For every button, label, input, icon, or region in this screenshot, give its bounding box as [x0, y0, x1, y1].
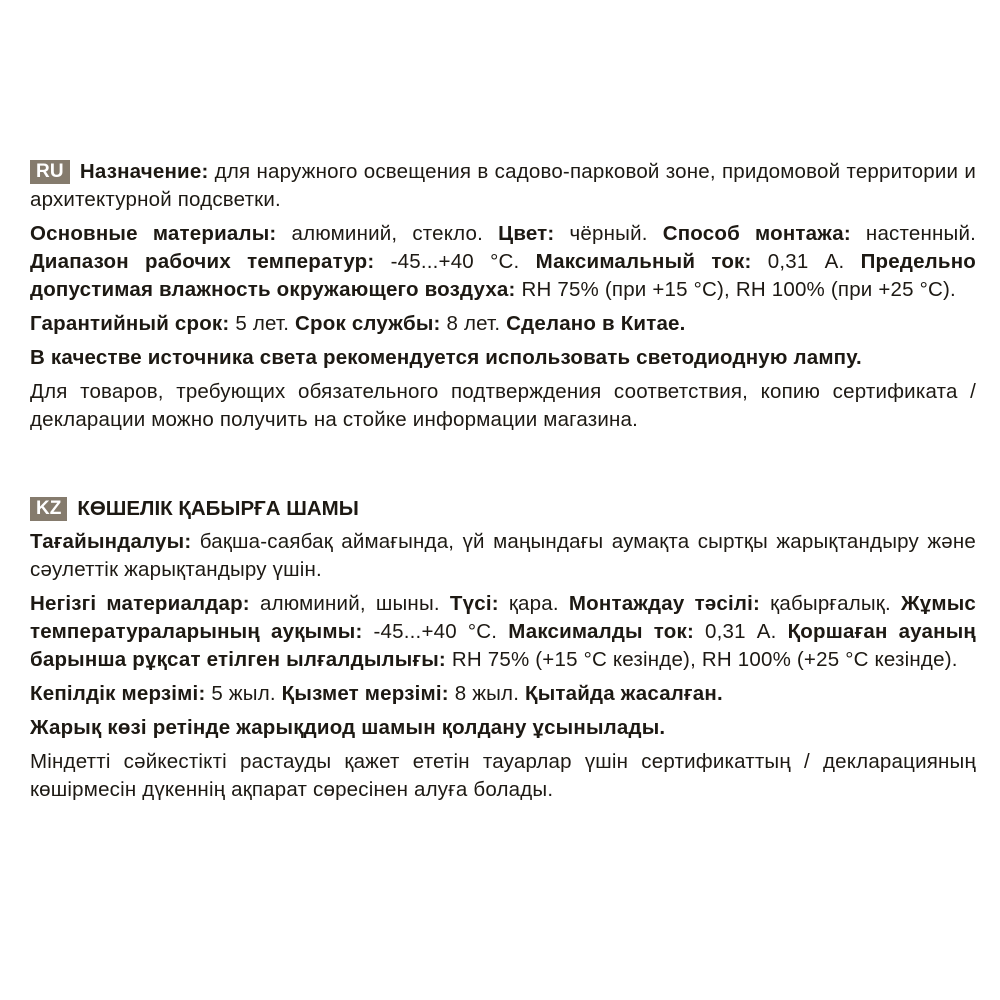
field-label: Қызмет мерзімі:	[281, 682, 449, 705]
ru-paragraph	[30, 158, 976, 214]
field-value: Для товаров, требующих обязательного подтверждения соответствия, копию сертификата / декларации можно получить на стойке информации магазина.	[30, 380, 976, 431]
field-value: қабырғалық.	[760, 592, 901, 615]
field-label: Максимальный ток:	[535, 250, 752, 273]
ru-language-badge: RU	[30, 160, 70, 184]
field-label: Основные материалы:	[30, 222, 277, 245]
kz-paragraph	[30, 714, 976, 742]
field-value: 5 лет.	[229, 312, 296, 335]
field-label: Кепілдік мерзімі:	[30, 682, 206, 705]
ru-paragraph	[30, 220, 976, 304]
field-label: Предельно допустимая влажность окружающего воздуха:	[30, 250, 977, 301]
field-label: Жұмыс температураларының ауқымы:	[30, 592, 977, 643]
kz-paragraph	[30, 748, 976, 804]
field-label: Қытайда жасалған.	[525, 682, 723, 705]
field-label: Негізгі материалдар:	[30, 592, 250, 615]
field-label: Монтаждау тәсілі:	[568, 592, 761, 615]
field-value: для наружного освещения в садово-парковой зоне, придомовой территории и архитектурной подсветки.	[30, 160, 976, 211]
field-value: қара.	[498, 592, 569, 615]
field-label: Жарық көзі ретінде жарықдиод шамын қолдану ұсынылады.	[30, 716, 666, 739]
kz-title-row	[30, 494, 976, 524]
field-label: Назначение:	[79, 160, 209, 183]
field-value: 0,31 А.	[693, 620, 788, 643]
field-value: Міндетті сәйкестікті растауды қажет ететін тауарлар үшін сертификаттың / декларацияның көшірмесін дүкеннің ақпарат сөресінен алуға болады.	[30, 750, 976, 801]
field-value: RH 75% (при +15 °С), RH 100% (при +25 °С).	[515, 278, 956, 301]
kz-paragraph	[30, 680, 976, 708]
field-value: 8 лет.	[440, 312, 507, 335]
field-value: 8 жыл.	[448, 682, 525, 705]
kz-title: КӨШЕЛІК ҚАБЫРҒА ШАМЫ	[77, 497, 359, 520]
russian-section	[30, 158, 976, 440]
field-value: чёрный.	[554, 222, 663, 245]
field-label: Срок службы:	[295, 312, 441, 335]
field-value: алюминий, стекло.	[276, 222, 499, 245]
ru-paragraph	[30, 344, 976, 372]
field-label: Максималды ток:	[508, 620, 694, 643]
field-label: Способ монтажа:	[662, 222, 851, 245]
kz-language-badge: KZ	[30, 497, 67, 521]
ru-paragraph	[30, 378, 976, 434]
field-label: Түсі:	[449, 592, 499, 615]
field-label: Цвет:	[498, 222, 555, 245]
field-label: В качестве источника света рекомендуется использовать светодиодную лампу.	[30, 346, 862, 369]
kazakh-section	[30, 494, 976, 810]
field-value: настенный.	[850, 222, 976, 245]
field-value: 0,31 А.	[751, 250, 861, 273]
kz-paragraph	[30, 590, 976, 674]
field-label: Қоршаған ауаның барынша рұқсат етілген ылғалдылығы:	[30, 620, 976, 671]
field-value: -45...+40 °С.	[362, 620, 509, 643]
kz-paragraph	[30, 528, 976, 584]
field-value: бақша-саябақ аймағында, үй маңындағы аумақта сыртқы жарықтандыру және сәулеттік жарықтандыру үшін.	[30, 530, 976, 581]
field-label: Диапазон рабочих температур:	[30, 250, 375, 273]
field-value: 5 жыл.	[205, 682, 282, 705]
field-label: Сделано в Китае.	[506, 312, 686, 335]
ru-paragraph	[30, 310, 976, 338]
field-label: Гарантийный срок:	[30, 312, 230, 335]
field-value: -45...+40 °С.	[374, 250, 536, 273]
field-label: Тағайындалуы:	[30, 530, 192, 553]
field-value: RH 75% (+15 °С кезінде), RH 100% (+25 °С кезінде).	[445, 648, 958, 671]
field-value: алюминий, шыны.	[249, 592, 450, 615]
